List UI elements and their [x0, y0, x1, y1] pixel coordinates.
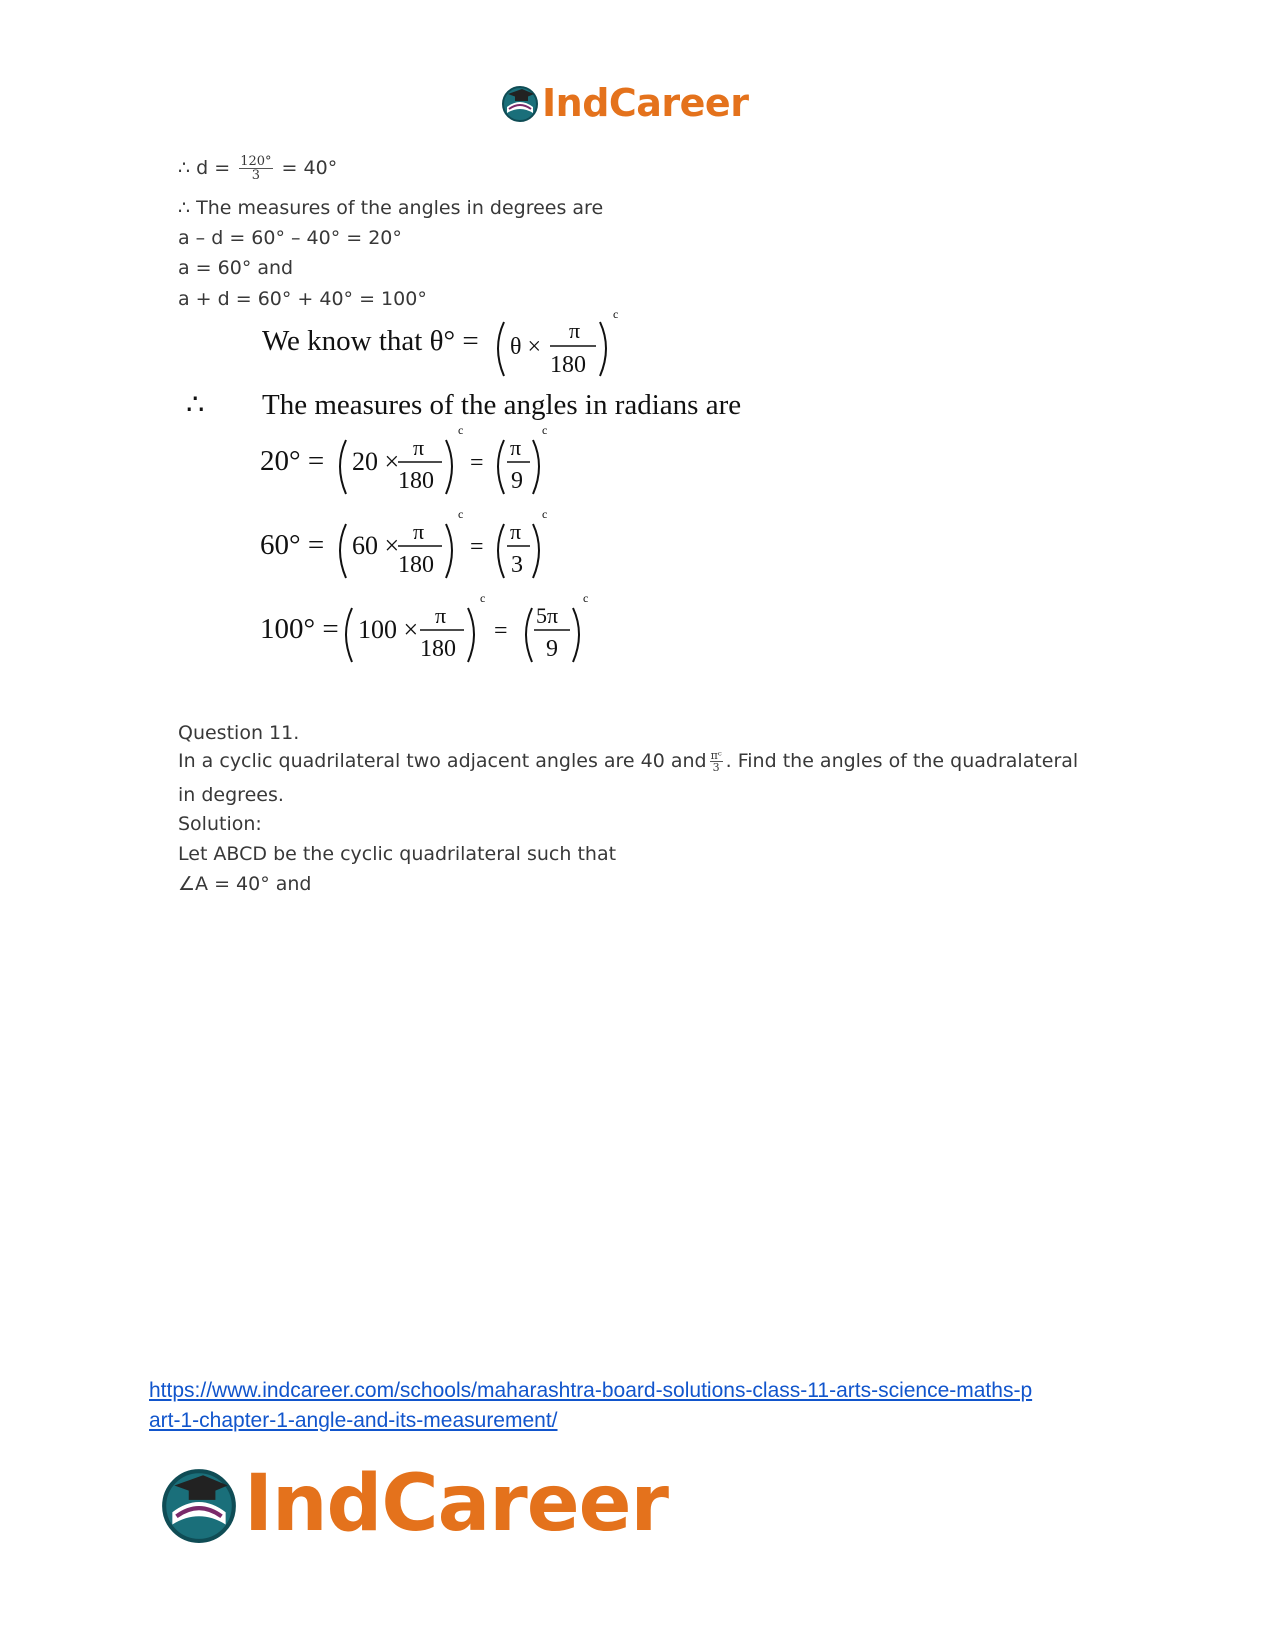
row2-result-den: 3: [511, 552, 523, 578]
a-equals-line: a = 60° and: [178, 257, 294, 279]
footer-url-line1[interactable]: https://www.indcareer.com/schools/maharashtra-board-solutions-class-11-arts-science-maths-p: [149, 1379, 1033, 1402]
we-know-sup: c: [613, 310, 619, 321]
row1-eq: =: [470, 450, 484, 476]
we-know-pi: π: [569, 318, 581, 343]
a-plus-d-line: a + d = 60° + 40° = 100°: [178, 288, 427, 310]
row2-sup2: c: [542, 507, 548, 521]
we-know-text: We know that θ° =: [262, 325, 479, 357]
solution-line1: Let ABCD be the cyclic quadrilateral such that: [178, 843, 617, 865]
footer-logo: [158, 1459, 668, 1549]
a-minus-d-line: a – d = 60° – 40° = 20°: [178, 227, 402, 249]
row3-180: 180: [420, 636, 456, 662]
row3-result-num: 5π: [536, 603, 559, 628]
footer-logo-text: IndCareer: [244, 1459, 668, 1549]
row2-inner: 60 ×: [352, 531, 400, 560]
header-logo: [500, 80, 748, 126]
row3-inner: 100 ×: [358, 615, 419, 644]
row1-180: 180: [398, 468, 434, 494]
d-fraction: [239, 155, 272, 182]
measures-degrees-line: ∴ The measures of the angles in degrees are: [178, 197, 604, 219]
d-fraction-den: 3: [251, 168, 260, 183]
row3-sup1: c: [480, 591, 486, 605]
we-know-180: 180: [550, 352, 586, 378]
solution-line2: ∠A = 40° and: [178, 873, 312, 895]
row3-lhs: 100° =: [260, 613, 339, 645]
row1-lhs: 20° =: [260, 445, 325, 477]
solution-label: Solution:: [178, 813, 262, 835]
row3-pi: π: [435, 603, 447, 628]
row2-lhs: 60° =: [260, 529, 325, 561]
we-know-inner: θ ×: [510, 334, 542, 360]
logo-emblem-icon: [158, 1463, 240, 1545]
footer-url-line2[interactable]: art-1-chapter-1-angle-and-its-measurement/: [149, 1409, 558, 1432]
therefore-symbol: ∴: [186, 389, 205, 421]
row3-eq: =: [494, 618, 508, 644]
d-prefix: ∴ d =: [178, 157, 237, 179]
question-text-line1: [178, 750, 1078, 773]
formula-image: [170, 310, 810, 695]
row1-inner: 20 ×: [352, 447, 400, 476]
row2-result-num: π: [510, 519, 522, 544]
header-logo-text: IndCareer: [542, 81, 749, 125]
row3-result-den: 9: [546, 636, 558, 662]
d-equation: [178, 155, 337, 182]
question-fraction-num: πᶜ: [710, 749, 722, 762]
question-text-before: In a cyclic quadrilateral two adjacent angles are 40 and: [178, 750, 707, 772]
d-fraction-num: 120°: [240, 154, 272, 169]
row2-sup1: c: [458, 507, 464, 521]
row3-sup2: c: [583, 591, 589, 605]
row1-sup2: c: [542, 423, 548, 437]
row2-eq: =: [470, 534, 484, 560]
row1-sup1: c: [458, 423, 464, 437]
row2-180: 180: [398, 552, 434, 578]
question-title: Question 11.: [178, 722, 300, 744]
question-text-after: . Find the angles of the quadralateral: [725, 750, 1079, 772]
row1-result-num: π: [510, 435, 522, 460]
logo-emblem-icon: [500, 83, 540, 123]
question-fraction: [710, 750, 723, 773]
question-fraction-den: 3: [712, 761, 720, 774]
radians-heading: The measures of the angles in radians are: [262, 389, 742, 421]
row2-pi: π: [413, 519, 425, 544]
d-suffix: = 40°: [275, 157, 338, 179]
question-text-line2: in degrees.: [178, 784, 284, 806]
row1-pi: π: [413, 435, 425, 460]
row1-result-den: 9: [511, 468, 523, 494]
